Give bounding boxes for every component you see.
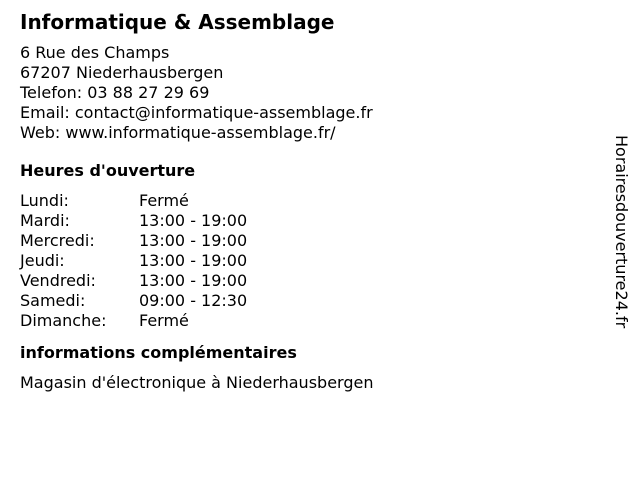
hours-row-friday [20, 271, 600, 291]
hours-row-tuesday [20, 211, 600, 231]
hours-row-thursday [20, 251, 600, 271]
hours-row-wednesday [20, 231, 600, 251]
hours-time-value: 09:00 - 12:30 [139, 291, 248, 310]
address-street: 6 Rue des Champs [20, 43, 170, 62]
hours-time-value: 13:00 - 19:00 [139, 231, 248, 250]
hours-row-sunday [20, 311, 600, 331]
hours-time-value: Fermé [139, 191, 189, 210]
hours-day-label: Jeudi: [20, 251, 65, 270]
hours-time-value: 13:00 - 19:00 [139, 271, 248, 290]
hours-day-label: Mardi: [20, 211, 70, 230]
hours-time-value: 13:00 - 19:00 [139, 251, 248, 270]
hours-day-label: Vendredi: [20, 271, 96, 290]
brand-watermark-text: Horairesdouverture24.fr [612, 135, 631, 329]
hours-time-value: 13:00 - 19:00 [139, 211, 248, 230]
hours-day-label: Samedi: [20, 291, 86, 310]
hours-day-label: Dimanche: [20, 311, 107, 330]
contact-block [20, 43, 600, 143]
hours-day-label: Lundi: [20, 191, 69, 210]
hours-heading: Heures d'ouverture [20, 161, 196, 180]
address-city: 67207 Niederhausbergen [20, 63, 224, 82]
email-address: Email: contact@informatique-assemblage.fr [20, 103, 373, 122]
business-name: Informatique & Assemblage [20, 10, 335, 34]
phone-number: Telefon: 03 88 27 29 69 [20, 83, 210, 102]
hours-time-value: Fermé [139, 311, 189, 330]
website-url: Web: www.informatique-assemblage.fr/ [20, 123, 336, 142]
additional-info-heading: informations complémentaires [20, 343, 297, 362]
hours-row-saturday [20, 291, 600, 311]
additional-info-text: Magasin d'électronique à Niederhausbergen [20, 373, 374, 392]
business-card [20, 9, 600, 393]
hours-day-label: Mercredi: [20, 231, 95, 250]
hours-table [20, 191, 600, 331]
hours-row-monday [20, 191, 600, 211]
